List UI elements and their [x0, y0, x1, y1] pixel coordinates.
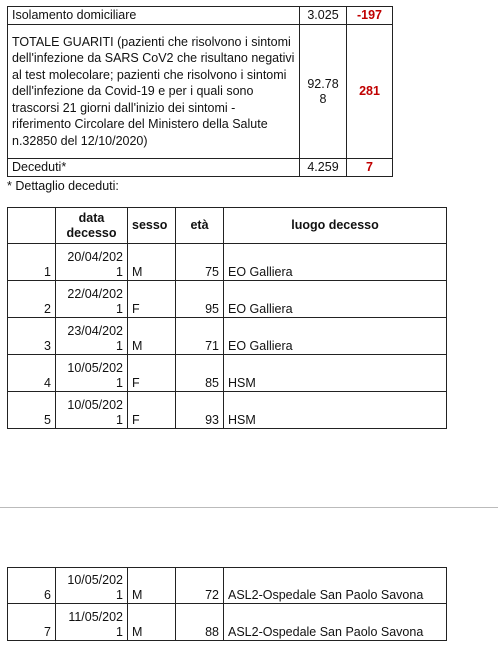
header-n: [8, 208, 56, 244]
deceased-detail-title: * Dettaglio deceduti:: [7, 179, 119, 193]
row-number: 1: [8, 244, 56, 281]
deceased-table: [7, 207, 447, 429]
row-sex: F: [128, 281, 176, 318]
row-place: EO Galliera: [224, 318, 447, 355]
header-date: data decesso: [56, 208, 128, 244]
row-date: 10/05/202 1: [56, 355, 128, 392]
row-label: Deceduti*: [8, 159, 300, 177]
row-age: 72: [176, 568, 224, 604]
row-number: 4: [8, 355, 56, 392]
row-date: 10/05/202 1: [56, 392, 128, 429]
summary-table: [7, 6, 393, 177]
row-delta: 281: [347, 25, 393, 159]
row-value: 92.78 8: [300, 25, 347, 159]
row-place: ASL2-Ospedale San Paolo Savona: [224, 568, 447, 604]
row-number: 2: [8, 281, 56, 318]
row-place: HSM: [224, 392, 447, 429]
row-age: 93: [176, 392, 224, 429]
table-row: [8, 568, 447, 604]
row-age: 71: [176, 318, 224, 355]
row-value: 4.259: [300, 159, 347, 177]
row-age: 85: [176, 355, 224, 392]
row-age: 75: [176, 244, 224, 281]
row-delta: 7: [347, 159, 393, 177]
table-row: [8, 281, 447, 318]
row-place: HSM: [224, 355, 447, 392]
page-break-divider: [0, 507, 498, 508]
row-sex: F: [128, 355, 176, 392]
header-age: età: [176, 208, 224, 244]
row-date: 20/04/202 1: [56, 244, 128, 281]
row-number: 6: [8, 568, 56, 604]
row-date: 11/05/202 1: [56, 604, 128, 641]
table-row: [8, 604, 447, 641]
row-number: 3: [8, 318, 56, 355]
header-place: luogo decesso: [224, 208, 447, 244]
table-header-row: [8, 208, 447, 244]
row-value: 3.025: [300, 7, 347, 25]
row-place: ASL2-Ospedale San Paolo Savona: [224, 604, 447, 641]
row-place: EO Galliera: [224, 281, 447, 318]
row-place: EO Galliera: [224, 244, 447, 281]
row-age: 88: [176, 604, 224, 641]
row-label: Isolamento domiciliare: [8, 7, 300, 25]
row-date: 23/04/202 1: [56, 318, 128, 355]
row-sex: M: [128, 318, 176, 355]
row-sex: M: [128, 244, 176, 281]
row-label: TOTALE GUARITI (pazienti che risolvono i sintomi dell'infezione da SARS CoV2 che risultano negativi al test molecolare; pazienti che risolvono i sintomi dell'infezione da Covid-19 e per i quali sono trascorsi 21 giorni dall'inizio dei sintomi - riferimento Circolare del Ministero della Salute n.32850 del 12/10/2020): [8, 25, 300, 159]
row-date: 22/04/202 1: [56, 281, 128, 318]
table-row: [8, 7, 393, 25]
row-sex: M: [128, 604, 176, 641]
row-number: 7: [8, 604, 56, 641]
row-number: 5: [8, 392, 56, 429]
deceased-table-continued: [7, 567, 447, 641]
table-row: [8, 244, 447, 281]
row-sex: F: [128, 392, 176, 429]
header-sex: sesso: [128, 208, 176, 244]
table-row: [8, 25, 393, 159]
row-age: 95: [176, 281, 224, 318]
table-row: [8, 318, 447, 355]
table-row: [8, 355, 447, 392]
row-delta: -197: [347, 7, 393, 25]
row-date: 10/05/202 1: [56, 568, 128, 604]
table-row: [8, 159, 393, 177]
row-sex: M: [128, 568, 176, 604]
table-row: [8, 392, 447, 429]
